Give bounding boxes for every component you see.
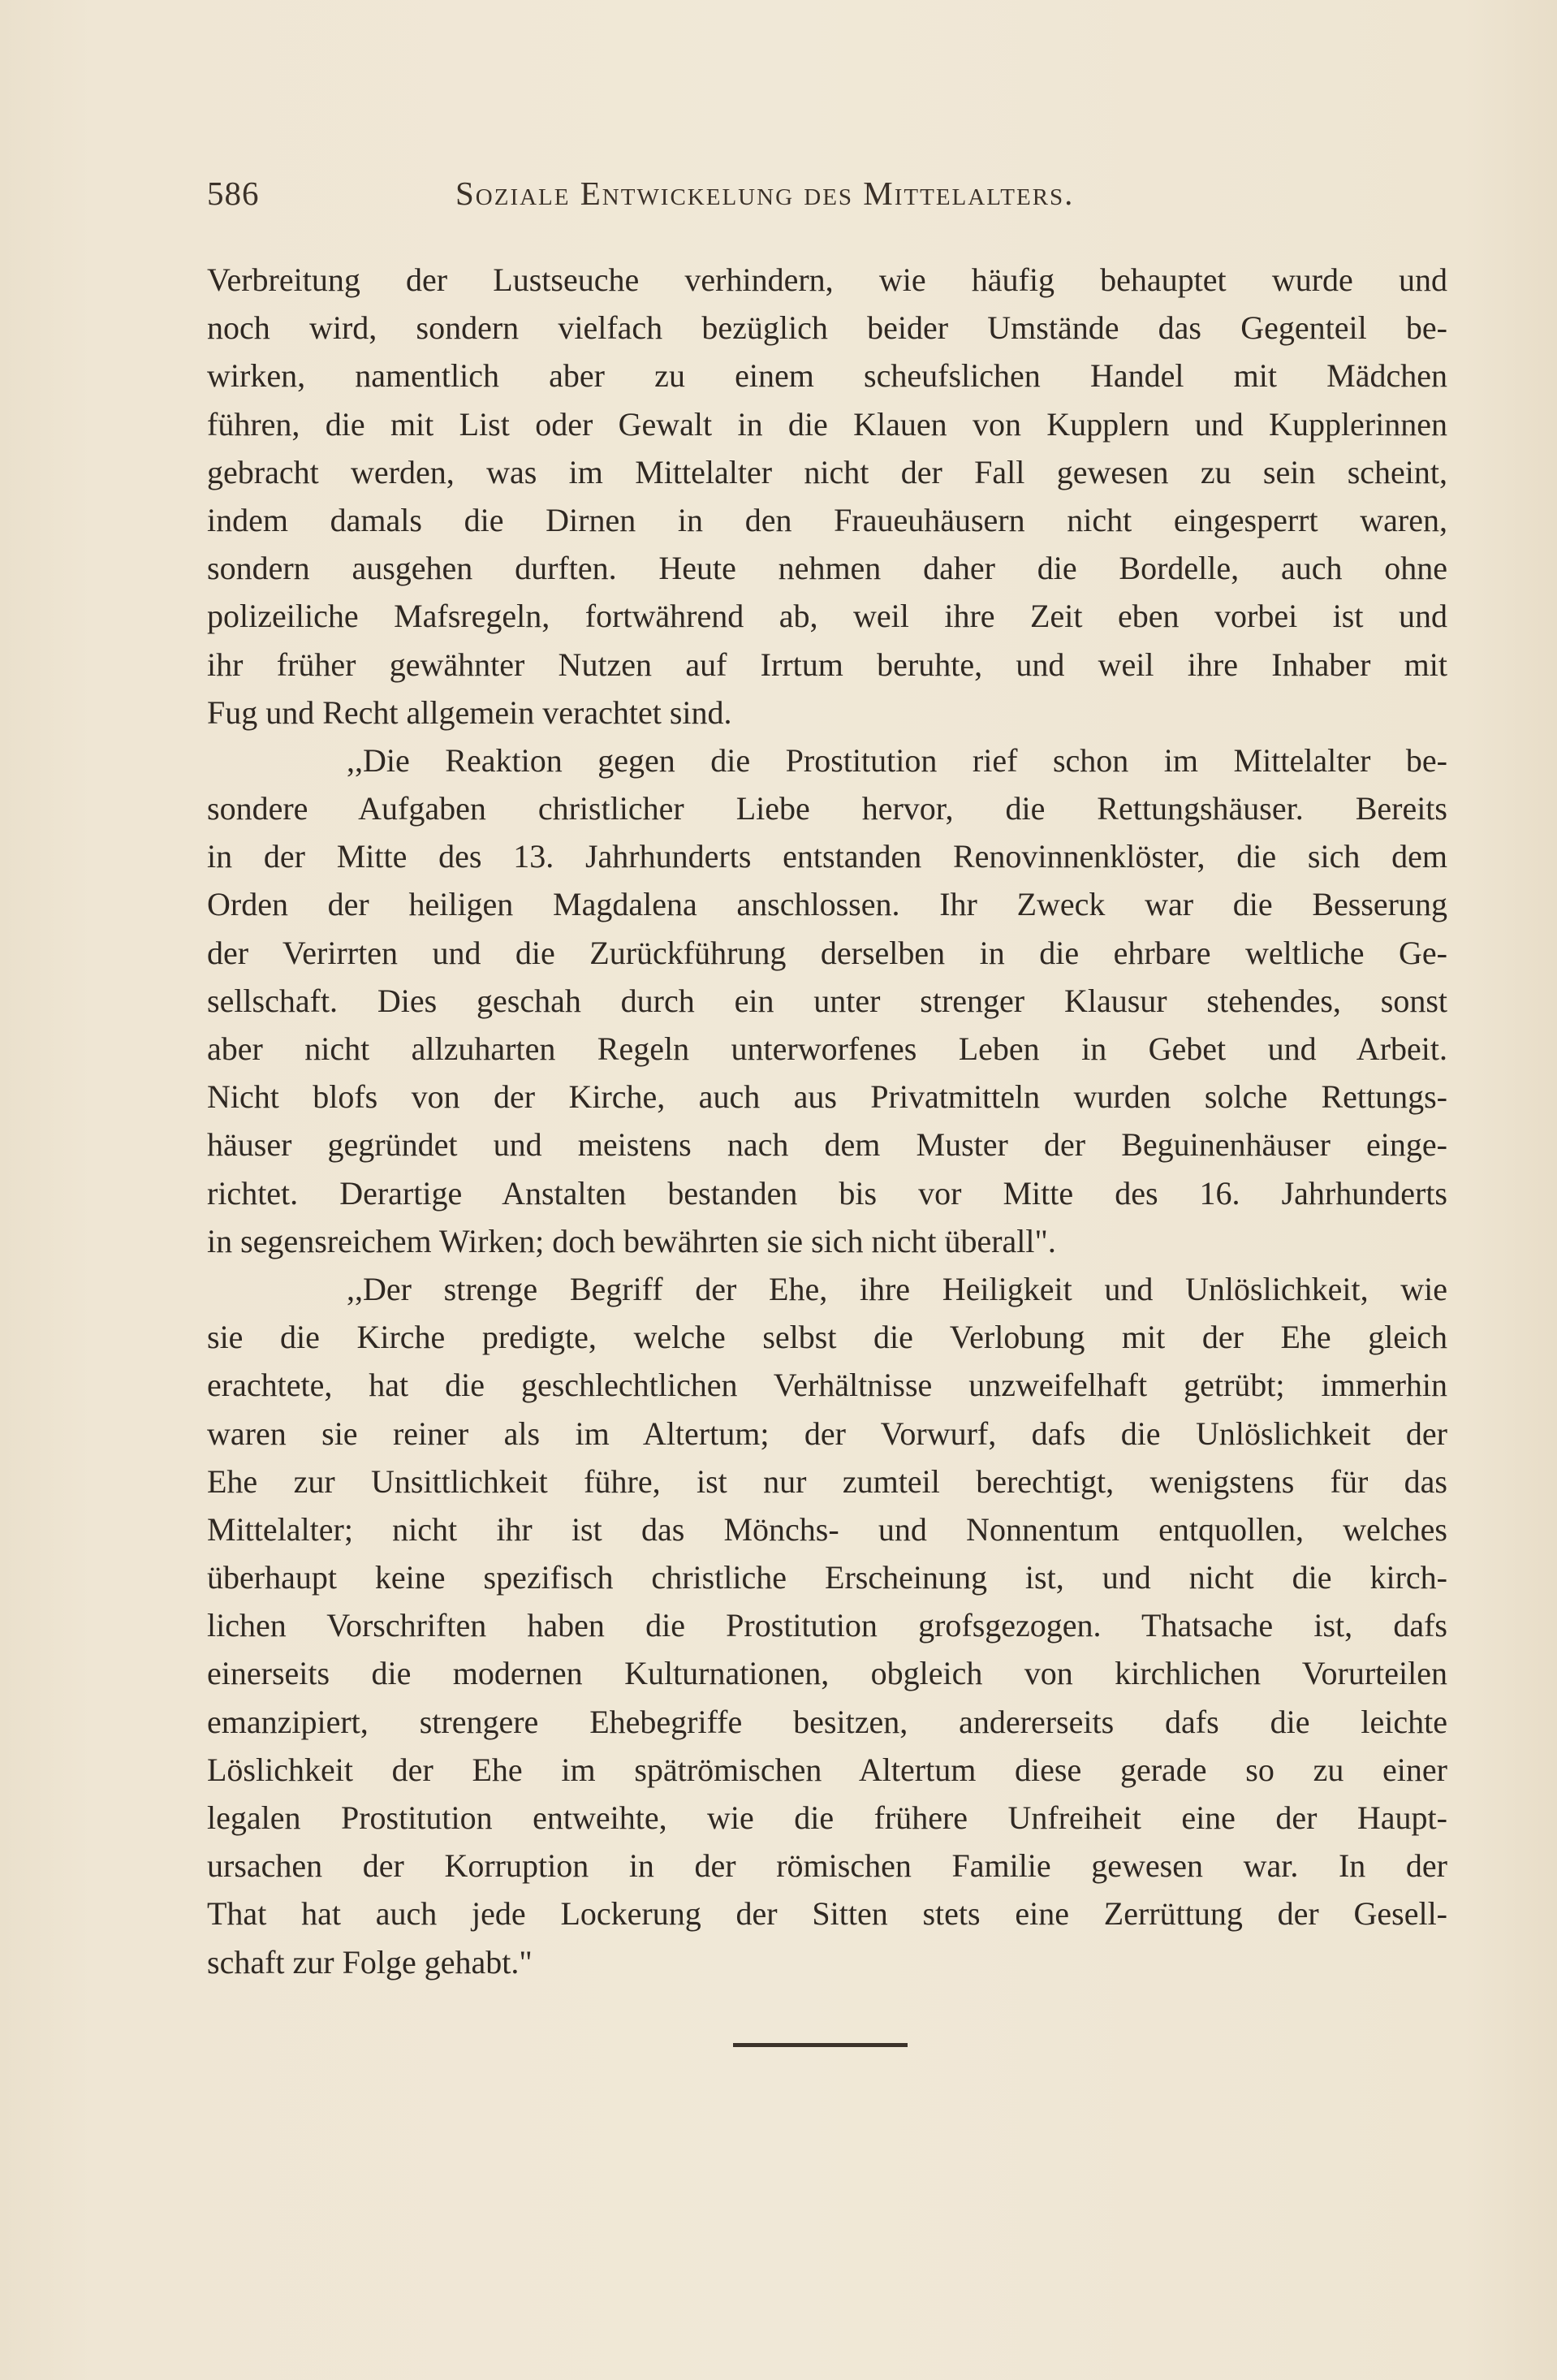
running-title: Soziale Entwickelung des Mittelalters. — [455, 175, 1075, 212]
text-line: in segensreichem Wirken; doch bewährten sie sich nicht überall". — [207, 1222, 1056, 1259]
text-line: legalen Prostitution entweihte, wie die frühere Unfreiheit eine der Haupt- — [207, 1799, 1447, 1836]
text-line: Verbreitung der Lustseuche verhindern, wie häufig behauptet wurde und — [207, 261, 1447, 298]
text-line: erachtete, hat die geschlechtlichen Verhältnisse unzweifelhaft getrübt; immerhin — [207, 1367, 1447, 1404]
text-line: aber nicht allzuharten Regeln unterworfenes Leben in Gebet und Arbeit. — [207, 1030, 1447, 1067]
text-line: sellschaft. Dies geschah durch ein unter strenger Klausur stehendes, sonst — [207, 982, 1447, 1019]
text-line: Löslichkeit der Ehe im spätrömischen Altertum diese gerade so zu einer — [207, 1751, 1447, 1788]
text-line: der Verirrten und die Zurückführung derselben in die ehrbare weltliche Ge- — [207, 934, 1447, 971]
text-line: wirken, namentlich aber zu einem scheufslichen Handel mit Mädchen — [207, 357, 1447, 395]
end-of-chapter-rule — [733, 2043, 908, 2047]
text-line: sondern ausgehen durften. Heute nehmen daher die Bordelle, auch ohne — [207, 550, 1447, 587]
text-line: noch wird, sondern vielfach bezüglich beider Umstände das Gegenteil be- — [207, 309, 1447, 347]
text-line: lichen Vorschriften haben die Prostitution grofsgezogen. Thatsache ist, dafs — [207, 1607, 1447, 1644]
text-line: einerseits die modernen Kulturnationen, obgleich von kirchlichen Vorurteilen — [207, 1655, 1447, 1692]
text-line: sondere Aufgaben christlicher Liebe hervor, die Rettungshäuser. Bereits — [207, 790, 1447, 827]
text-line: ihr früher gewähnter Nutzen auf Irrtum beruhte, und weil ihre Inhaber mit — [207, 646, 1447, 683]
text-line: waren sie reiner als im Altertum; der Vorwurf, dafs die Unlöslichkeit der — [207, 1415, 1447, 1452]
page-number: 586 — [207, 175, 260, 212]
text-line: schaft zur Folge gehabt." — [207, 1943, 533, 1980]
text-line: Mittelalter; nicht ihr ist das Mönchs- und Nonnentum entquollen, welches — [207, 1510, 1447, 1548]
text-line: sie die Kirche predigte, welche selbst die Verlobung mit der Ehe gleich — [207, 1319, 1447, 1356]
text-line: polizeiliche Mafsregeln, fortwährend ab, weil ihre Zeit eben vorbei ist und — [207, 598, 1447, 635]
text-line: Orden der heiligen Magdalena anschlossen. Ihr Zweck war die Besserung — [207, 886, 1447, 923]
text-line: ursachen der Korruption in der römischen Familie gewesen war. In der — [207, 1847, 1447, 1885]
text-line: gebracht werden, was im Mittelalter nicht der Fall gewesen zu sein scheint, — [207, 453, 1447, 490]
text-line: Nicht blofs von der Kirche, auch aus Privatmitteln wurden solche Rettungs- — [207, 1078, 1447, 1116]
text-line: indem damals die Dirnen in den Fraueuhäusern nicht eingesperrt waren, — [207, 501, 1447, 538]
text-line: führen, die mit List oder Gewalt in die Klauen von Kupplern und Kupplerinnen — [207, 405, 1447, 443]
paragraph-start-line: ,,Die Reaktion gegen die Prostitution rief schon im Mittelalter be- — [347, 741, 1447, 779]
text-line: in der Mitte des 13. Jahrhunderts entstanden Renovinnenklöster, die sich dem — [207, 838, 1447, 875]
page-header — [207, 174, 1457, 222]
text-line: häuser gegründet und meistens nach dem Muster der Beguinenhäuser einge- — [207, 1126, 1447, 1164]
body-text — [207, 256, 1447, 1986]
text-line: richtet. Derartige Anstalten bestanden bis vor Mitte des 16. Jahrhunderts — [207, 1174, 1447, 1212]
text-line: Fug und Recht allgemein verachtet sind. — [207, 693, 732, 731]
text-line: That hat auch jede Lockerung der Sitten stets eine Zerrüttung der Gesell- — [207, 1895, 1447, 1933]
paragraph-start-line: ,,Der strenge Begriff der Ehe, ihre Heiligkeit und Unlöslichkeit, wie — [347, 1270, 1447, 1307]
text-line: überhaupt keine spezifisch christliche Erscheinung ist, und nicht die kirch- — [207, 1559, 1447, 1596]
text-line: Ehe zur Unsittlichkeit führe, ist nur zumteil berechtigt, wenigstens für das — [207, 1462, 1447, 1500]
text-line: emanzipiert, strengere Ehebegriffe besitzen, andererseits dafs die leichte — [207, 1703, 1447, 1740]
